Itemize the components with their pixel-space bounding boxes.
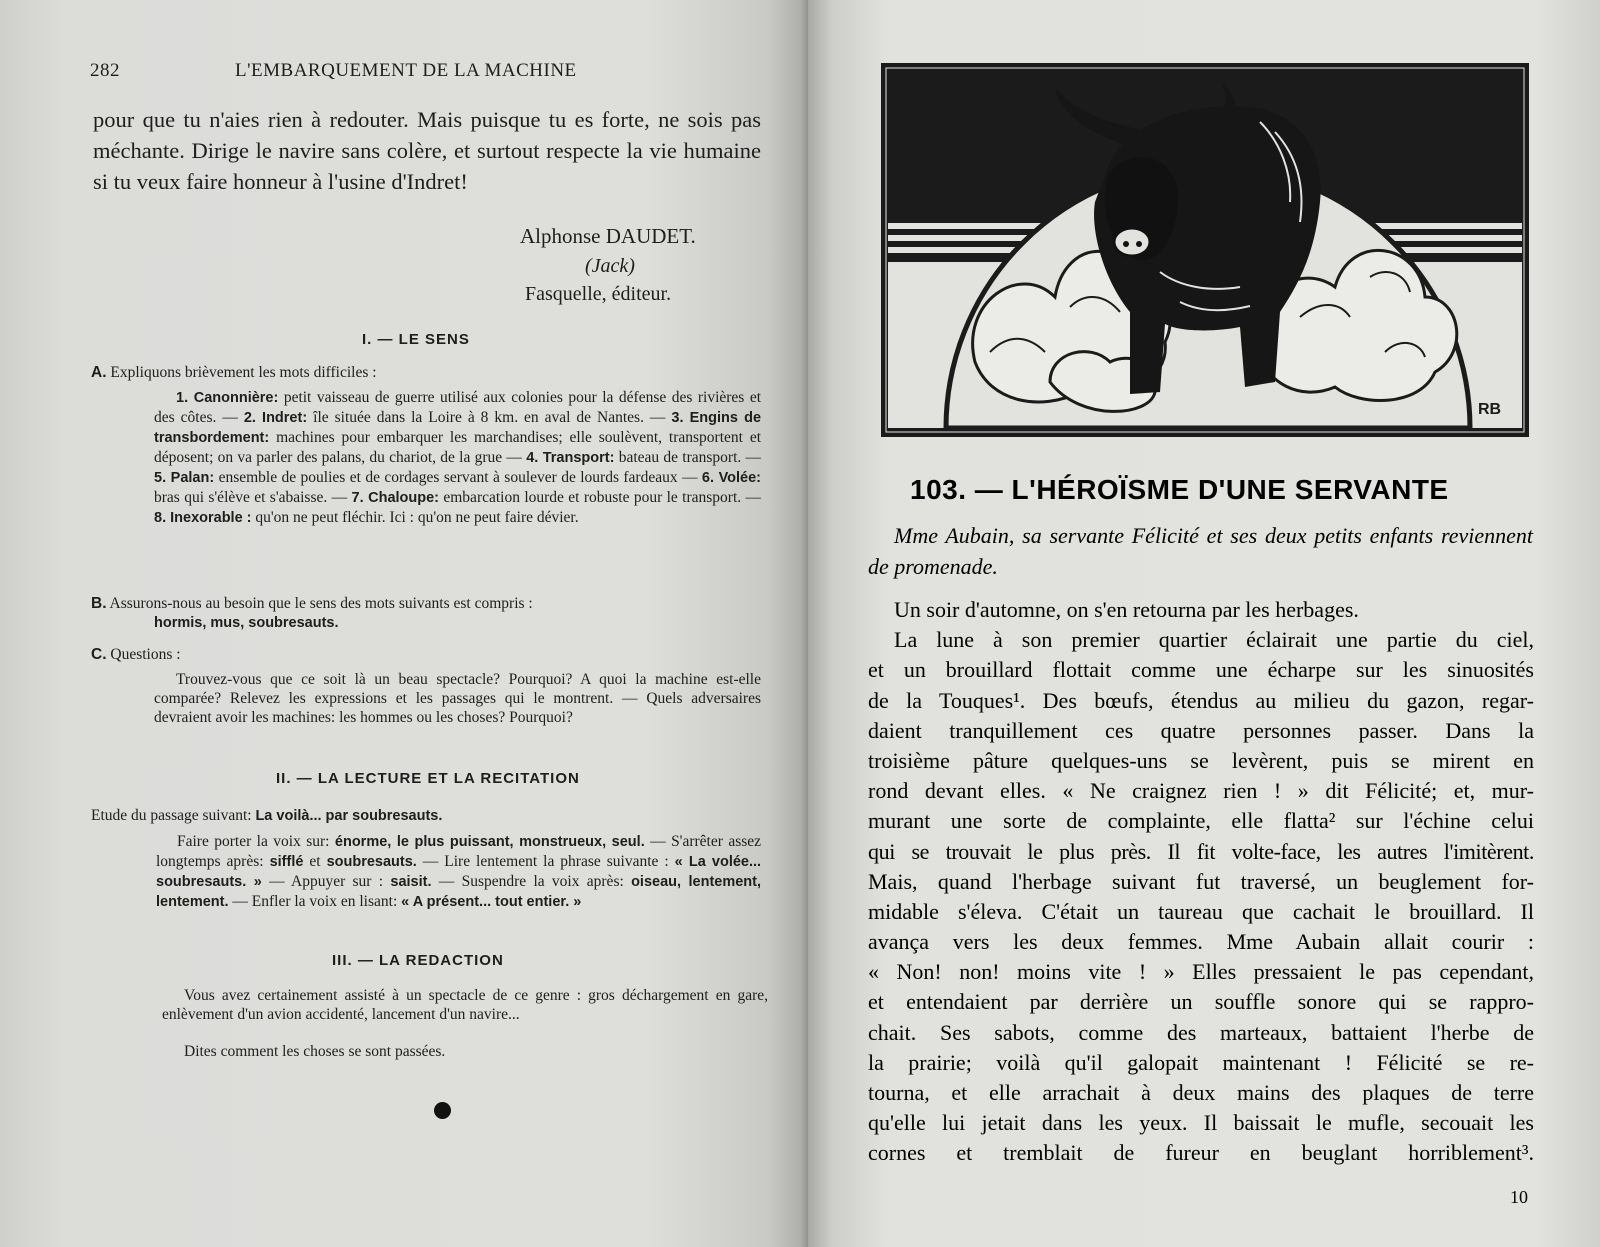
chapter-intro [868,520,1533,582]
questions: Trouvez-vous que ce soit là un beau spectacle? Pourquoi? A quoi la machine est-elle comparée? Relevez les expressions et les passages qui le montrent. — Quels adversaires devraient avoir les machines: les hommes ou les choses? Pourquoi? [154,671,761,726]
ink-dot [434,1102,451,1119]
instruction: — Lire lentement la phrase suivante : [422,853,669,870]
text-line: avança vers les deux femmes. Mme Aubain allait courir : [868,929,1534,955]
page-number: 282 [90,60,120,81]
definition: embarcation lourde et robuste pour le transport. — [443,489,762,506]
text-line: cornes et tremblait de fureur en beuglant horriblement³. [868,1140,1534,1166]
text-line: La lune à son premier quartier éclairait une partie du ciel, [894,627,1534,653]
text-line: tourna, et elle arrachait à deux mains des plaques de terre [868,1080,1534,1105]
text-line: chait. Ses sabots, comme des marteaux, battaient l'herbe de [868,1019,1534,1045]
text-line: qu'elle lui jetait dans les yeux. Il baissait le mufle, secouait les [868,1110,1534,1136]
instruction: — Suspendre la voix après: [438,873,624,890]
section-c [91,645,761,664]
text-line: rond devant elles. « Ne craignez rien ! » dit Félicité; et, mur- [868,778,1534,804]
section-c-text: Questions : [110,646,181,663]
text-line: et entendaient par derrière un souffle sonore qui se rappro- [868,989,1534,1015]
label-a: A. [91,364,107,381]
redaction-instruction: Dites comment les choses se sont passées. [184,1043,446,1060]
definition: île située dans la Loire à 8 km. en aval de Nantes. — [313,409,666,426]
text-line: murant une sorte de complainte, elle flatta² sur l'échine celui [868,808,1534,834]
instruction: — S'arrêter assez longtemps après: [156,833,762,870]
term: 8. Inexorable : [154,510,252,526]
lecture-intro [91,806,761,826]
term: 3. Engins de transbordement: [154,410,762,446]
instruction: Faire porter la voix sur: [177,833,330,850]
definition: bateau de transport. — [618,449,762,466]
instruction: — Appuyer sur : [269,873,384,890]
definition: petit vaisseau de guerre utilisé aux colonies pour la défense des rivières et des côtes. — [154,389,762,426]
text-line: et un brouillard flottait comme une écharpe sur les sinuosités [868,657,1534,683]
redaction-prompt: Vous avez certainement assisté à un spectacle de ce genre : gros déchargement en gare, enlèvement d'un avion accidenté, lancement d'un navire... [162,987,768,1023]
term: 2. Indret: [243,410,308,426]
chapter-title: 103. — L'HÉROÏSME D'UNE SERVANTE [910,474,1449,505]
instruction-bold: « A présent... tout entier. » [401,894,582,910]
instruction-bold: oiseau, lentement, lentement. [156,874,762,910]
section-a-text: Expliquons brièvement les mots difficiles : [110,364,377,381]
publisher: Fasquelle, éditeur. [525,283,672,305]
label-b: B. [91,595,107,612]
text-line: midable s'éleva. C'était un taureau que cachait le brouillard. Il [868,898,1534,924]
term: 7. Chaloupe: [351,490,439,506]
instruction-bold: saisit. [390,874,432,890]
instruction-bold: « La volée... soubresauts. » [156,854,762,890]
instruction: et [309,853,321,870]
intro-text: Mme Aubain, sa servante Félicité et ses deux petits enfants reviennent de promenade. [868,523,1533,579]
illustrator-initials: RB [1478,401,1502,418]
running-title: L'EMBARQUEMENT DE LA MACHINE [235,60,577,81]
passage-end: pour que tu n'aies rien à redouter. Mais puisque tu es forte, ne sois pas méchante. Dirige le navire sans colère, et surtout respecte la vie humaine si tu veux faire honneur à l'usine d'Indret! [93,107,761,194]
text-line: « Non! non! moins vite ! » Elles pressaient le pas cependant, [868,959,1534,985]
section-title-lecture: II. — LA LECTURE ET LA RECITATION [276,770,580,787]
author-signature: Alphonse DAUDET. [520,224,696,248]
work-title: (Jack) [585,255,635,277]
story-text [868,595,1534,1169]
text-line: qui se trouvait le plus près. Il fit volte-face, les autres l'imitèrent. [868,838,1534,864]
definition: qu'on ne peut fléchir. Ici : qu'on ne peut faire dévier. [255,509,579,526]
text-line: Un soir d'automne, on s'en retourna par les herbages. [894,597,1359,622]
text-line: daient tranquillement ces quatre personnes passer. Dans la [868,717,1534,743]
term: 1. Canonnière: [176,390,279,406]
instruction: — Enfler la voix en lisant: [232,893,398,910]
right-folio: 10 [1510,1187,1528,1207]
term: 6. Volée: [701,470,762,486]
section-a [91,363,761,382]
text-line: la prairie; voilà qu'il galopait maintenant ! Félicité se re- [868,1049,1534,1075]
lecture-instructions [156,832,761,912]
section-title-redaction: III. — LA REDACTION [332,952,504,969]
section-b-text: Assurons-nous au besoin que le sens des mots suivants est compris : [109,595,533,612]
instruction-bold: sifflé [269,854,304,870]
text-line: Mais, quand l'herbage suivant fut traversé, un beuglement for- [868,868,1534,894]
lecture-intro-bold: La voilà... par soubresauts. [255,808,443,824]
term: 4. Transport: [526,450,615,466]
section-title-sens: I. — LE SENS [362,331,470,348]
definition: machines pour embarquer les marchandises; elle soulèvent, transportent et déposent; on va parler des palans, du chariot, de la grue — [154,429,762,466]
term: 5. Palan: [154,470,215,486]
definition: ensemble de poulies et de cordages servant à soulever de lourds fardeaux — [218,469,698,486]
text-line: de la Touques¹. Des bœufs, étendus au milieu du gazon, regar- [868,687,1534,713]
lecture-intro-text: Etude du passage suivant: [91,807,252,824]
bull-illustration [880,62,1530,438]
instruction-bold: énorme, le plus puissant, monstrueux, seul. [334,834,645,850]
instruction-bold: soubresauts. [326,854,417,870]
label-c: C. [91,646,107,663]
definitions [154,388,761,528]
text-line: troisième pâture quelques-uns se levèrent, puis se mirent en [868,747,1534,773]
definition: bras qui s'élève et s'abaisse. — [154,489,348,506]
section-b [91,594,761,633]
b-words: hormis, mus, soubresauts. [154,615,339,631]
